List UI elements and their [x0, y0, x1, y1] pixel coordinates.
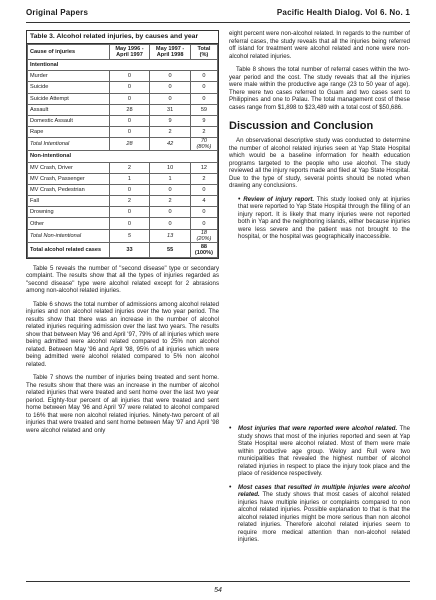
table-cell-value: 0 [190, 71, 217, 82]
table-cell-cause: Domestic Assault [28, 115, 110, 126]
bullet-text [238, 196, 410, 241]
table-cell-value: 0 [190, 218, 217, 229]
table-cell-value: 5 [109, 229, 150, 242]
bullet-body: The study shows that most cases of alcohol related injuries have multiple injuries or complaints compared to non alcohol related injuries. Possible explanation to that is that the alcohol related injuries might be more serious than non alcohol related injuries. Therefore alcohol related injuries seem to require more medical attention than non-alcohol related injuries. [238, 491, 410, 543]
table-cell-value: 13 [150, 229, 191, 242]
table-cell-value: 18 (20%) [190, 229, 217, 242]
table-cell-cause: Fall [28, 196, 110, 207]
header-cause: Cause of injuries [28, 45, 110, 60]
bullet-body: The study shows that most of the injuries reported and seen at Yap State Hospital were alcohol related. Most of them were male within productive age group. Weloy and Rull were two municipalities that revealed the highest number of alcohol related injuries in respect to place the injury took place and the place of residence respectively. [238, 425, 410, 477]
table-cell-value: 9 [190, 115, 217, 126]
table-cell-value: 0 [109, 218, 150, 229]
table-row [28, 93, 218, 104]
bullet-item [229, 484, 410, 544]
bullet-item [229, 196, 410, 241]
table-row [28, 82, 218, 93]
table-row [28, 229, 218, 242]
table-row [28, 218, 218, 229]
table-cell-cause: Assault [28, 104, 110, 115]
table-cell-value: 28 [109, 104, 150, 115]
table-cell-value: 0 [190, 93, 217, 104]
table-row [28, 71, 218, 82]
table-cell-value: 1 [109, 173, 150, 184]
table-cell-value: 0 [109, 115, 150, 126]
page-number: 54 [214, 587, 222, 594]
table-row [28, 184, 218, 195]
header-year1: May 1996 - April 1997 [109, 45, 150, 60]
header-divider [26, 22, 410, 23]
section-label: Original Papers [26, 8, 89, 17]
table-cell-cause: Drowning [28, 207, 110, 218]
table-cell-value: 28 [109, 138, 150, 151]
table-cell-cause: Suicide [28, 82, 110, 93]
table-cell-cause: Total Non-intentional [28, 229, 110, 242]
table-row [28, 127, 218, 138]
table-cell-value: 0 [150, 207, 191, 218]
paragraph: Table 5 reveals the number of "second disease" type or secondary complaint. The results show that all the types of injuries regarded as "second disease" type were alcohol related except for 2 abrasions among non-alcohol related injuries. [26, 264, 219, 295]
bottom-right-bullets [229, 425, 410, 544]
bullet-text [238, 484, 410, 544]
table-cell-value: 0 [109, 207, 150, 218]
table-row [28, 207, 218, 218]
bullet-dot: • [229, 425, 232, 432]
footer-divider [26, 581, 410, 582]
table-cell-cause: Total Intentional [28, 138, 110, 151]
bullet-dot: • [229, 483, 232, 491]
bullet-dot: • [238, 195, 241, 203]
table-cell-value: 2 [190, 173, 217, 184]
table-cell-value: 2 [190, 127, 217, 138]
table-cell-value: 0 [190, 184, 217, 195]
header-total: Total (%) [190, 45, 217, 60]
bullet-lead: Most injuries that were reported were alcohol related. [238, 425, 398, 432]
table-cell-value: 55 [150, 242, 191, 257]
table-section-row [28, 151, 218, 162]
bullet-item [229, 425, 410, 478]
table-cell-cause: Murder [28, 71, 110, 82]
left-column [26, 30, 219, 434]
table-cell-value: 0 [150, 93, 191, 104]
table-cell-value: 0 [109, 71, 150, 82]
table-cell-value: 1 [150, 173, 191, 184]
table-cell-cause: Suicide Attempt [28, 93, 110, 104]
table-cell-value: 0 [150, 71, 191, 82]
table-cell-value: 0 [109, 127, 150, 138]
table-cell-value: 2 [150, 127, 191, 138]
table-cell-value: 10 [150, 162, 191, 173]
bullet-text [238, 425, 410, 478]
table-title: Table 3. Alcohol related injuries, by causes and year [27, 31, 218, 44]
journal-label: Pacific Health Dialog. Vol 6. No. 1 [276, 8, 410, 17]
table-cell-value: 2 [109, 196, 150, 207]
table-cell-value: 0 [109, 93, 150, 104]
table-cell-value: 88 (100%) [190, 242, 217, 257]
table-row [28, 162, 218, 173]
table-cell-value: 31 [150, 104, 191, 115]
table-section-row [28, 60, 218, 71]
table-cell-value: 0 [190, 207, 217, 218]
injury-table [27, 44, 218, 258]
table-cell-cause: MV Crash, Passenger [28, 173, 110, 184]
table-cell-value: 0 [150, 82, 191, 93]
table-cell-value: 9 [150, 115, 191, 126]
header-year2: May 1997 - April 1998 [150, 45, 191, 60]
table-cell-value: 33 [109, 242, 150, 257]
bullet-body: This study looked only at injuries that were reported to Yap State Hospital through the filling of an injury report. It is likely that many injuries were not reported both in Yap and the neighboring islands, either because injuries were less severe and the patient was not brought to the hospital, or the hospital was geographically inaccessible. [238, 195, 410, 240]
table-cell-cause: MV Crash, Driver [28, 162, 110, 173]
table-cell-value: 12 [190, 162, 217, 173]
table-cell-value: 42 [150, 138, 191, 151]
table-row [28, 115, 218, 126]
table-cell-value: 4 [190, 196, 217, 207]
section-label: Intentional [28, 60, 218, 71]
table-cell-value: 0 [109, 184, 150, 195]
table-header-row [28, 45, 218, 60]
table-cell-value: 70 (80%) [190, 138, 217, 151]
table-3 [26, 30, 219, 259]
table-cell-value: 0 [150, 218, 191, 229]
paragraph: An observational descriptive study was conducted to determine the number of alcohol related injuries seen at Yap State Hospital which would be a baseline information for health education programs targeted to the people who use alcohol. The study reviewed all the injury reports made and filed at Yap State Hospital. Due to the type of study, several points should be noted when drawing any conclusions. [229, 137, 410, 189]
table-cell-value: 0 [109, 82, 150, 93]
table-cell-value: 2 [109, 162, 150, 173]
running-header [26, 8, 410, 20]
paragraph: Table 7 shows the number of injuries being treated and sent home. The results show that there was an increase in the number of alcohol related injuries that were treated and sent home over the last two year period. Eighty-four percent of all injuries that were treated and sent home between May '96 and April '97 were related to alcohol compared to 16% that were non alcohol related injuries. Ninety-two percent of all injuries that were treated and sent home between May '97 and April '98 were alcohol related and only [26, 374, 219, 434]
table-cell-value: 2 [150, 196, 191, 207]
section-heading: Discussion and Conclusion [229, 120, 374, 132]
table-row [28, 104, 218, 115]
paragraph: Table 6 shows the total number of admissions among alcohol related injuries and non alcohol related injuries over the two year period. The results show that there was an increase in the number of alcohol related injuries requiring admission over the last two years. The results show that between May '96 and April '97, 79% of all injuries which were being admitted were alcohol related compared to 25% non alcohol related. Between May '96 and April '98, 95% of all injuries which were being admitted were alcohol related compared to 5% non alcohol related. [26, 300, 219, 368]
section-label: Non-intentional [28, 151, 218, 162]
bullet-lead: Review of injury report. [243, 195, 315, 203]
table-cell-cause: Total alcohol related cases [28, 242, 110, 257]
table-cell-value: 0 [150, 184, 191, 195]
bullet-lead: Most cases that resulted in multiple injuries were alcohol related. [238, 483, 410, 498]
table-cell-cause: MV Crash, Pedestrian [28, 184, 110, 195]
table-cell-cause: Rape [28, 127, 110, 138]
table-row [28, 242, 218, 257]
right-column [229, 30, 410, 241]
table-cell-value: 0 [190, 82, 217, 93]
table-row [28, 196, 218, 207]
paragraph: Table 8 shows the total number of referral cases within the two-year period and the cost. The study reveals that all the injuries were male within the productive age range (23 to 50 year of age). There were two cases referred to Guam and two cases sent to Philippines and one to Palau. The total management cost of these cases range from $1,898 to $23,489 with a total cost of $50,686. [229, 66, 410, 111]
table-body [28, 60, 218, 258]
paragraph: eight percent were non-alcohol related. In regards to the number of referral cases, the study reveals that all the injuries being referred off island for treatment were alcohol related and none were non-alcohol related injuries. [229, 30, 410, 60]
table-row [28, 173, 218, 184]
table-row [28, 138, 218, 151]
table-cell-cause: Other [28, 218, 110, 229]
table-cell-value: 59 [190, 104, 217, 115]
